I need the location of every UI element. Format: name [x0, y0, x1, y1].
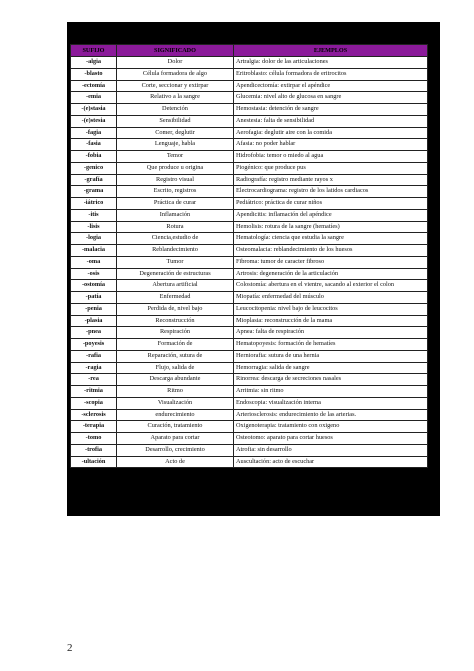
suffix-cell: -osis	[71, 268, 117, 280]
meaning-cell: Enfermedad	[117, 292, 234, 304]
suffix-cell: -genico	[71, 162, 117, 174]
suffix-cell: -rea	[71, 374, 117, 386]
table-row	[71, 80, 428, 92]
meaning-cell: Abertura artificial	[117, 280, 234, 292]
meaning-cell: Curación, tratamiento	[117, 421, 234, 433]
meaning-cell: Perdida de, nivel bajo	[117, 303, 234, 315]
table-row	[71, 292, 428, 304]
table-row	[71, 409, 428, 421]
table-row	[71, 104, 428, 116]
example-cell: Oxigenoterapia: tratamiento con oxigeno	[234, 421, 428, 433]
suffix-cell: -scopia	[71, 397, 117, 409]
example-cell: Hemostasia: detención de sangre	[234, 104, 428, 116]
meaning-cell: Registro visual	[117, 174, 234, 186]
table-row	[71, 350, 428, 362]
table-row	[71, 397, 428, 409]
table-row	[71, 186, 428, 198]
meaning-cell: Ritmo	[117, 386, 234, 398]
meaning-cell: Visualización	[117, 397, 234, 409]
suffix-cell: -emia	[71, 92, 117, 104]
header-examples: EJEMPLOS	[234, 45, 428, 57]
suffix-cell: -patía	[71, 292, 117, 304]
example-cell: Rinorrea: descarga de secreciones nasales	[234, 374, 428, 386]
example-cell: Aerofagia: deglutir aire con la comida	[234, 127, 428, 139]
table-row	[71, 245, 428, 257]
suffix-cell: -blasto	[71, 68, 117, 80]
example-cell: Glucemia: nivel alto de glucosa en sangre	[234, 92, 428, 104]
table-row	[71, 433, 428, 445]
suffix-cell: -ragia	[71, 362, 117, 374]
example-cell: Hematología: ciencia que estudia la sangre	[234, 233, 428, 245]
suffix-cell: -fasia	[71, 139, 117, 151]
meaning-cell: Respiración	[117, 327, 234, 339]
suffix-table	[70, 44, 428, 468]
meaning-cell: Acto de	[117, 456, 234, 468]
example-cell: Hemolisis: rotura de la sangre (hematíes)	[234, 221, 428, 233]
suffix-cell: -tomo	[71, 433, 117, 445]
table-row	[71, 162, 428, 174]
meaning-cell: Escrito, registros	[117, 186, 234, 198]
table-row	[71, 327, 428, 339]
example-cell: Auscultación: acto de escuchar	[234, 456, 428, 468]
example-cell: Hematopoyesis: formación de hematíes	[234, 339, 428, 351]
example-cell: Afasia: no poder hablar	[234, 139, 428, 151]
meaning-cell: Sensibilidad	[117, 115, 234, 127]
table-row	[71, 421, 428, 433]
example-cell: Arteriosclerosis: endurecimiento de las arterias.	[234, 409, 428, 421]
example-cell: Endoscopia: visualización interna	[234, 397, 428, 409]
table-row	[71, 221, 428, 233]
suffix-cell: -pnea	[71, 327, 117, 339]
suffix-cell: -sclerosis	[71, 409, 117, 421]
example-cell: Osteomalacia: reblandecimiento de los huesos	[234, 245, 428, 257]
meaning-cell: Corte, seccionar y extirpar	[117, 80, 234, 92]
suffix-cell: -(e)stasia	[71, 104, 117, 116]
example-cell: Fibroma: tumor de caracter fibroso	[234, 256, 428, 268]
header-suffix: SUFIJO	[71, 45, 117, 57]
suffix-cell: -terapia	[71, 421, 117, 433]
meaning-cell: Degeneración de estructuras	[117, 268, 234, 280]
table-row	[71, 151, 428, 163]
meaning-cell: Rotura	[117, 221, 234, 233]
meaning-cell: Formación de	[117, 339, 234, 351]
example-cell: Eritroblasto: célula formadora de eritrocitos	[234, 68, 428, 80]
table-row	[71, 68, 428, 80]
suffix-cell: -itis	[71, 209, 117, 221]
example-cell: Apnea: falta de respiración	[234, 327, 428, 339]
example-cell: Radiografía: registro mediante rayos x	[234, 174, 428, 186]
suffix-cell: -grama	[71, 186, 117, 198]
header-meaning: SIGNIFICADO	[117, 45, 234, 57]
suffix-cell: -ultación	[71, 456, 117, 468]
meaning-cell: Detención	[117, 104, 234, 116]
meaning-cell: Descarga abundante	[117, 374, 234, 386]
meaning-cell: Lenguaje, habla	[117, 139, 234, 151]
suffix-cell: -fagia	[71, 127, 117, 139]
example-cell: Hemorragia: salida de sangre	[234, 362, 428, 374]
meaning-cell: Reconstrucción	[117, 315, 234, 327]
suffix-cell: -ritmia	[71, 386, 117, 398]
table-header-row	[71, 45, 428, 57]
table-row	[71, 174, 428, 186]
suffix-cell: -ostomía	[71, 280, 117, 292]
table-row	[71, 339, 428, 351]
suffix-cell: -oma	[71, 256, 117, 268]
example-cell: Artralgia: dolor de las articulaciones	[234, 57, 428, 69]
example-cell: Apendicectomía: extirpar el apéndice	[234, 80, 428, 92]
meaning-cell: endurecimiento	[117, 409, 234, 421]
example-cell: Leucocitopenia: nivel bajo de leucocitos	[234, 303, 428, 315]
example-cell: Colostomía: abertura en el vientre, sacando al exterior el colon	[234, 280, 428, 292]
example-cell: Piogénico: que produce pus	[234, 162, 428, 174]
table-row	[71, 444, 428, 456]
table-row	[71, 198, 428, 210]
meaning-cell: Ciencia,estudio de	[117, 233, 234, 245]
suffix-cell: -ectomía	[71, 80, 117, 92]
suffix-cell: -malacia	[71, 245, 117, 257]
example-cell: Herniorafia: sutura de una hernia	[234, 350, 428, 362]
example-cell: Mioplasia: reconstrucción de la mama	[234, 315, 428, 327]
example-cell: Apendicitis: inflamación del apéndice	[234, 209, 428, 221]
example-cell: Anestesia: falta de sensibilidad	[234, 115, 428, 127]
meaning-cell: Relativo a la sangre	[117, 92, 234, 104]
meaning-cell: Temor	[117, 151, 234, 163]
meaning-cell: Inflamación	[117, 209, 234, 221]
table-row	[71, 127, 428, 139]
suffix-cell: -fobia	[71, 151, 117, 163]
example-cell: Arritmia: sin ritmo	[234, 386, 428, 398]
table-row	[71, 92, 428, 104]
table-row	[71, 139, 428, 151]
suffix-cell: -algia	[71, 57, 117, 69]
suffix-cell: -poyesis	[71, 339, 117, 351]
example-cell: Electrocardiograma: registro de los latidos cardiacos	[234, 186, 428, 198]
table-row	[71, 115, 428, 127]
table-row	[71, 374, 428, 386]
suffix-cell: -rafia	[71, 350, 117, 362]
suffix-cell: -(e)stesia	[71, 115, 117, 127]
meaning-cell: Célula formadora de algo	[117, 68, 234, 80]
meaning-cell: Desarrollo, crecimiento	[117, 444, 234, 456]
table-row	[71, 362, 428, 374]
suffix-cell: -lisis	[71, 221, 117, 233]
example-cell: Pediátrico: práctica de curar niños	[234, 198, 428, 210]
table-row	[71, 456, 428, 468]
table-row	[71, 386, 428, 398]
meaning-cell: Flujo, salida de	[117, 362, 234, 374]
example-cell: Atrofia: sin desarrollo	[234, 444, 428, 456]
suffix-cell: -plasia	[71, 315, 117, 327]
meaning-cell: Práctica de curar	[117, 198, 234, 210]
meaning-cell: Comer, deglutir	[117, 127, 234, 139]
table-row	[71, 303, 428, 315]
table-row	[71, 209, 428, 221]
example-cell: Hidrofobia: temor o miedo al agua	[234, 151, 428, 163]
meaning-cell: Dolor	[117, 57, 234, 69]
suffix-cell: -penia	[71, 303, 117, 315]
example-cell: Osteotomo: aparato para cortar huesos	[234, 433, 428, 445]
table-row	[71, 315, 428, 327]
meaning-cell: Aparato para cortar	[117, 433, 234, 445]
meaning-cell: Reblandecimiento	[117, 245, 234, 257]
suffix-cell: -grafía	[71, 174, 117, 186]
example-cell: Miopatía: enfermedad del músculo	[234, 292, 428, 304]
meaning-cell: Reparación, sutura de	[117, 350, 234, 362]
table-row	[71, 256, 428, 268]
table-row	[71, 268, 428, 280]
table-row	[71, 280, 428, 292]
page-number: 2	[67, 642, 73, 654]
example-cell: Artrosis: degeneración de la articulación	[234, 268, 428, 280]
suffix-cell: -logia	[71, 233, 117, 245]
table-row	[71, 57, 428, 69]
suffix-cell: -trofia	[71, 444, 117, 456]
suffix-cell: -iátrico	[71, 198, 117, 210]
meaning-cell: Tumor	[117, 256, 234, 268]
table-row	[71, 233, 428, 245]
meaning-cell: Que produce u origina	[117, 162, 234, 174]
